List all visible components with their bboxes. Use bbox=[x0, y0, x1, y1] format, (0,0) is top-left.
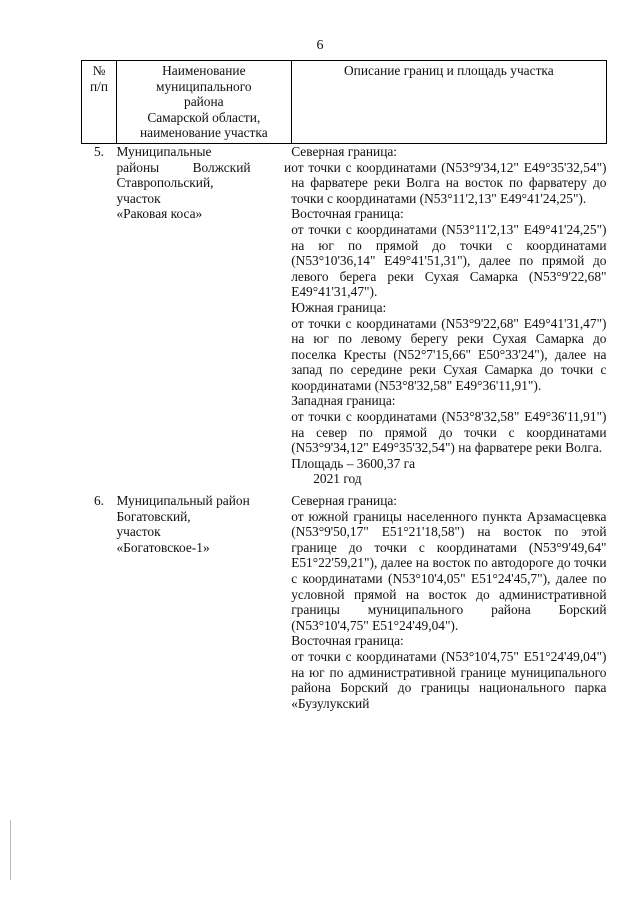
header-number bbox=[82, 61, 117, 144]
row-name-line: Богатовский, bbox=[116, 508, 191, 524]
header-name-line: Самарской области, bbox=[147, 109, 261, 125]
table-header-row bbox=[82, 61, 607, 144]
boundary-heading: Северная граница: bbox=[291, 143, 398, 159]
row-name-line: районы Волжский и bbox=[116, 159, 292, 175]
boundary-heading: Восточная граница: bbox=[291, 633, 404, 649]
row-name-line: Муниципальные bbox=[116, 143, 212, 159]
row-name-line: «Богатовское-1» bbox=[116, 539, 210, 555]
boundary-text: от точки с координатами (N53°9'34,12" E49°35'32,54") на фарватере реки Волга на восток по фарватеру до точки с координатами (N53°11'2,13" E49°41'24,25"). bbox=[291, 159, 607, 206]
boundary-text: от южной границы населенного пункта Арзамасцевка (N53°9'50,17" E51°21'18,58") на восток по этой границе до точки с координатами (N53°9'49,64" E51°22'59,21"), далее на восток по автодороге до точки с координатами (N53°10'4,05" E51°24'45,7"), далее по условной прямой на восток до административной границы муниципального района Борский (N53°10'4,75" E51°24'49,04"). bbox=[291, 508, 607, 633]
header-name-line: района bbox=[184, 94, 224, 110]
boundary-heading: Северная граница: bbox=[291, 493, 398, 509]
scan-edge-mark bbox=[10, 820, 11, 880]
row-name-line: Муниципальный район bbox=[116, 493, 250, 509]
header-number-line: п/п bbox=[89, 78, 108, 94]
boundary-heading: Западная граница: bbox=[291, 393, 396, 409]
boundary-text: от точки с координатами (N53°11'2,13" E49°41'24,25") на юг по прямой до точки с координатами (N53°10'36,14" E49°41'51,31"), далее по прямой до левого берега реки Сухая Самарка (N53°9'22,68" E49°41'31,47"). bbox=[291, 221, 607, 300]
boundary-heading: Южная граница: bbox=[291, 299, 387, 315]
header-name-line: наименование участка bbox=[139, 125, 268, 141]
row-name-line: «Раковая коса» bbox=[116, 206, 203, 222]
year-text: 2021 год bbox=[313, 471, 362, 487]
boundary-text: от точки с координатами (N53°9'22,68" E49°41'31,47") на юг по левому берегу реки Сухая Самарка до поселка Кресты (N52°7'15,66" E50°33'24"), далее на запад по середине реки Сухая Самарка до точки с координатами (N53°8'32,58" E49°36'11,91"). bbox=[291, 315, 607, 393]
header-name-line: муниципального bbox=[156, 78, 252, 94]
page-number: 6 bbox=[316, 38, 324, 53]
header-number-line: № bbox=[92, 63, 106, 78]
row-name-line: Ставропольский, bbox=[116, 175, 214, 191]
row-name-line: участок bbox=[116, 190, 161, 206]
boundary-text: от точки с координатами (N53°8'32,58" E49°36'11,91") на север по прямой до точки с координатами (N53°9'34,12" E49°35'32,54") на фарватере реки Волга. bbox=[291, 409, 607, 456]
table-row bbox=[82, 487, 607, 711]
row-name bbox=[116, 487, 291, 711]
row-number: 6. bbox=[93, 493, 104, 509]
row-name-line: участок bbox=[116, 524, 161, 540]
row-number: 5. bbox=[93, 143, 104, 159]
boundary-heading: Восточная граница: bbox=[291, 206, 404, 222]
boundaries-table bbox=[81, 60, 607, 711]
header-name-line: Наименование bbox=[162, 63, 246, 78]
row-name bbox=[116, 143, 291, 487]
table-row bbox=[82, 143, 607, 487]
row-description bbox=[291, 487, 606, 711]
row-description bbox=[291, 143, 606, 487]
area-text: Площадь – 3600,37 га bbox=[291, 455, 416, 471]
header-description: Описание границ и площадь участка bbox=[291, 61, 606, 144]
boundary-text: от точки с координатами (N53°10'4,75" E51°24'49,04") на юг по административной границе муниципального района Борский до границы национального парка «Бузулукский bbox=[291, 648, 607, 711]
header-name bbox=[116, 61, 291, 144]
